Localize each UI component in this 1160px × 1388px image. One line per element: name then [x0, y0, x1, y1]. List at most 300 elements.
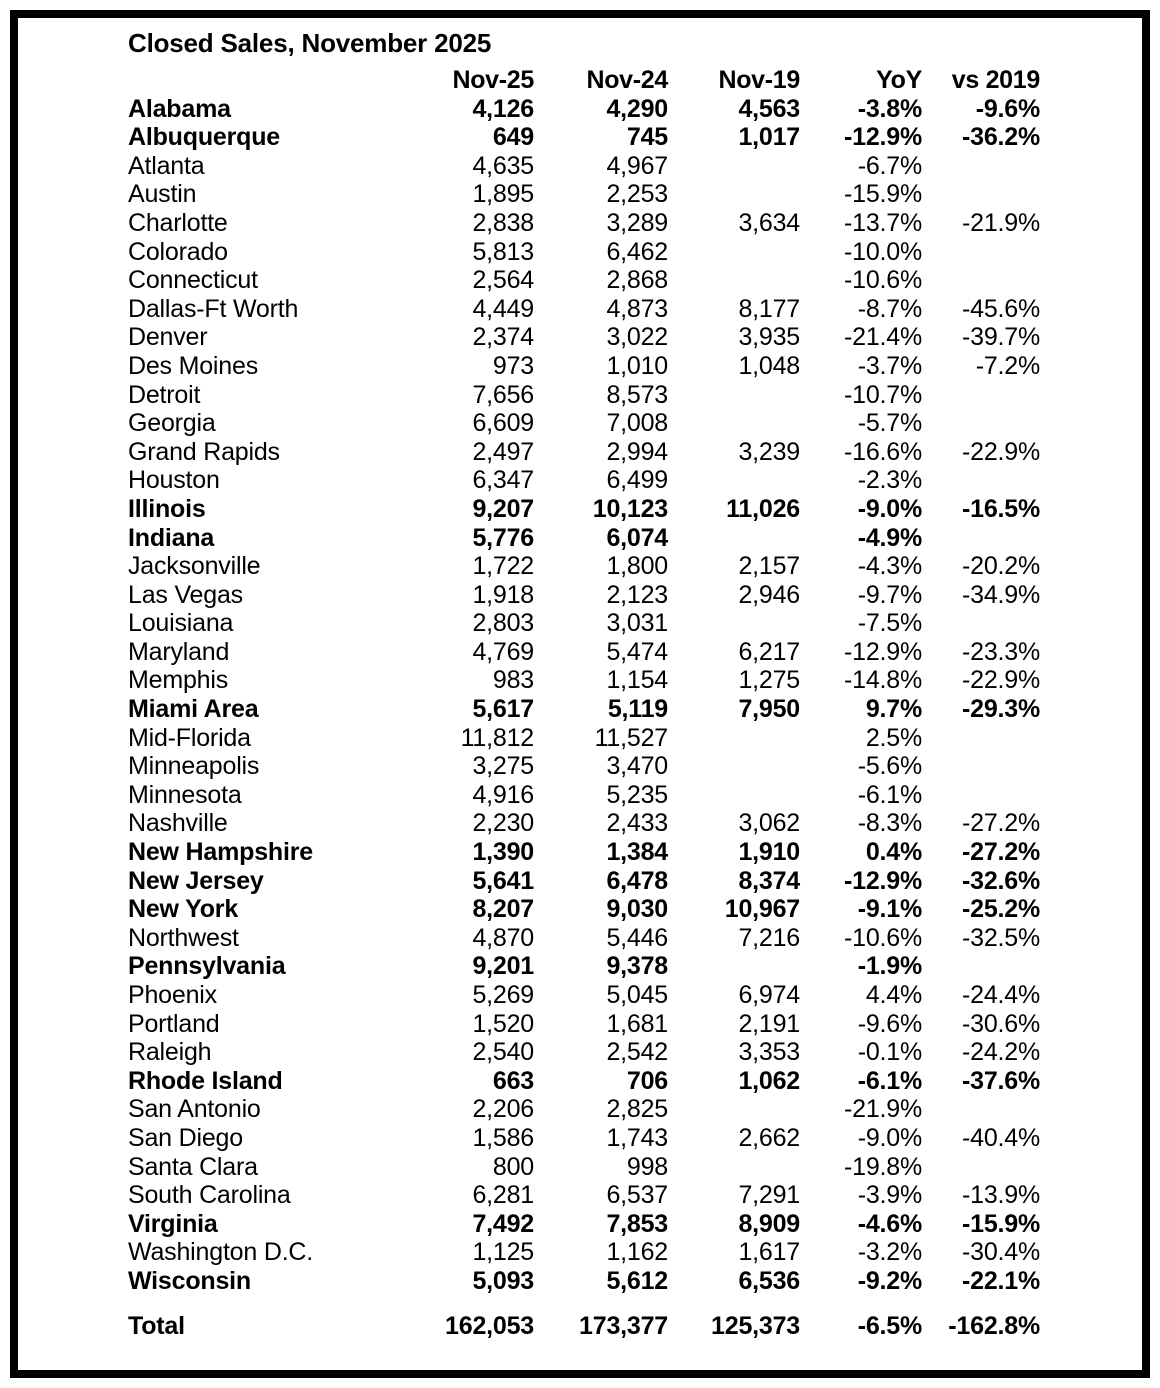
row-label: Houston — [128, 466, 220, 495]
cell-vs2019: -20.2% — [961, 552, 1040, 581]
cell-nov24: 7,008 — [606, 409, 668, 438]
table-row — [128, 638, 1040, 667]
row-label: Phoenix — [128, 981, 217, 1009]
table-row — [128, 1153, 1040, 1182]
cell-nov25: 4,870 — [472, 923, 534, 952]
cell-vs2019: -32.5% — [961, 923, 1040, 952]
cell-yoy: -12.9% — [843, 866, 922, 895]
cell-vs2019 — [922, 952, 1040, 981]
cell-nov24: 9,378 — [606, 952, 668, 981]
cell-vs2019 — [922, 1095, 1040, 1124]
cell-vs2019: -24.2% — [961, 1038, 1040, 1067]
table-row — [128, 209, 1040, 238]
table-row — [128, 352, 1040, 381]
row-label: Dallas-Ft Worth — [128, 294, 299, 323]
cell-yoy: -1.9% — [857, 952, 922, 981]
row-label: San Antonio — [128, 1095, 261, 1124]
cell-yoy: -19.8% — [843, 1152, 922, 1181]
cell-nov19: 1,048 — [738, 351, 800, 380]
cell-vs2019: -27.2% — [961, 838, 1040, 867]
spacer-cell — [400, 1296, 534, 1312]
table-row — [128, 409, 1040, 438]
cell-nov19 — [668, 752, 800, 781]
cell-nov25: 800 — [492, 1152, 534, 1181]
cell-nov24: 6,537 — [606, 1181, 668, 1210]
cell-nov19: 1,910 — [738, 838, 800, 867]
table-row — [128, 724, 1040, 753]
cell-nov25: 2,374 — [472, 323, 534, 352]
row-label: New Jersey — [128, 866, 264, 895]
column-header-market — [128, 66, 400, 95]
cell-nov19 — [668, 724, 800, 753]
cell-yoy: -15.9% — [843, 180, 922, 209]
cell-nov24: 5,119 — [607, 695, 668, 724]
cell-yoy: -14.8% — [843, 666, 922, 695]
table-row — [128, 266, 1040, 295]
table-row — [128, 1267, 1040, 1296]
row-label: Minnesota — [128, 780, 242, 809]
cell-nov24: 5,474 — [606, 637, 668, 666]
table-row — [128, 1067, 1040, 1096]
cell-yoy: -5.6% — [857, 752, 922, 781]
total-row — [128, 1312, 1040, 1341]
table-body — [128, 95, 1040, 1341]
cell-yoy: -6.7% — [857, 151, 922, 180]
row-label: Virginia — [128, 1209, 218, 1238]
cell-vs2019 — [922, 524, 1040, 553]
total-cell-yoy: -6.5% — [857, 1311, 922, 1340]
cell-nov24: 2,994 — [606, 437, 668, 466]
cell-nov19: 6,974 — [738, 981, 800, 1009]
column-header-yoy: YoY — [876, 66, 922, 94]
cell-nov25: 1,918 — [472, 580, 534, 609]
cell-nov19 — [668, 466, 800, 495]
cell-nov19 — [668, 952, 800, 981]
cell-nov19 — [668, 781, 800, 810]
cell-nov25: 3,275 — [472, 752, 534, 781]
cell-vs2019 — [922, 609, 1040, 638]
row-label: Rhode Island — [128, 1066, 283, 1095]
table-row — [128, 809, 1040, 838]
cell-nov24: 2,253 — [606, 180, 668, 209]
table-row — [128, 781, 1040, 810]
cell-nov19: 1,062 — [738, 1066, 800, 1095]
table-row — [128, 1124, 1040, 1153]
table-head — [128, 66, 1040, 95]
total-cell-nov19: 125,373 — [711, 1311, 800, 1340]
cell-nov25: 649 — [492, 123, 534, 152]
cell-nov19: 8,909 — [738, 1209, 800, 1238]
cell-nov24: 1,384 — [606, 838, 668, 867]
cell-nov25: 6,281 — [472, 1181, 534, 1210]
cell-nov24: 1,154 — [606, 666, 668, 695]
cell-vs2019: -23.3% — [961, 637, 1040, 666]
cell-nov19: 3,062 — [738, 809, 800, 838]
cell-nov25: 4,769 — [472, 637, 534, 666]
cell-nov25: 973 — [492, 351, 534, 380]
cell-yoy: -3.8% — [857, 94, 922, 123]
cell-nov19 — [668, 1153, 800, 1182]
cell-nov24: 3,289 — [606, 208, 668, 237]
cell-nov24: 1,743 — [606, 1123, 668, 1152]
cell-yoy: -9.2% — [857, 1266, 922, 1295]
cell-nov19 — [668, 1095, 800, 1124]
cell-yoy: -6.1% — [857, 780, 922, 809]
cell-yoy: -4.9% — [857, 523, 922, 552]
cell-yoy: -9.6% — [857, 1009, 922, 1038]
cell-nov24: 1,681 — [606, 1009, 668, 1038]
row-label: Georgia — [128, 409, 216, 438]
row-label: Mid-Florida — [128, 723, 251, 752]
row-label: Alabama — [128, 94, 231, 123]
cell-nov19: 11,026 — [726, 494, 800, 523]
cell-nov24: 11,527 — [594, 723, 668, 752]
cell-yoy: -3.9% — [857, 1181, 922, 1210]
table-row — [128, 1210, 1040, 1239]
table-inner — [18, 18, 1142, 1370]
row-label: Des Moines — [128, 351, 258, 380]
cell-yoy: 0.4% — [865, 838, 922, 867]
table-row — [128, 1010, 1040, 1039]
cell-nov19: 2,157 — [738, 552, 800, 581]
row-label: Jacksonville — [128, 552, 261, 581]
row-label: Washington D.C. — [128, 1238, 314, 1267]
cell-nov24: 2,123 — [606, 580, 668, 609]
cell-vs2019: -34.9% — [961, 580, 1040, 609]
cell-nov25: 1,586 — [472, 1123, 534, 1152]
cell-vs2019 — [922, 752, 1040, 781]
cell-vs2019: -29.3% — [961, 695, 1040, 724]
spacer-cell — [128, 1296, 400, 1312]
cell-nov19 — [668, 524, 800, 553]
cell-nov19 — [668, 152, 800, 181]
cell-nov24: 1,162 — [606, 1238, 668, 1267]
table-row — [128, 695, 1040, 724]
row-label: Indiana — [128, 523, 215, 552]
cell-nov24: 5,045 — [606, 981, 668, 1009]
total-spacer — [128, 1296, 1040, 1312]
row-label: Minneapolis — [128, 752, 260, 781]
cell-nov24: 8,573 — [606, 380, 668, 409]
spacer-cell — [534, 1296, 668, 1312]
row-label: Denver — [128, 323, 208, 352]
row-label: Northwest — [128, 923, 239, 952]
row-label: Austin — [128, 180, 197, 209]
cell-yoy: -21.4% — [843, 323, 922, 352]
table-row — [128, 238, 1040, 267]
table-row — [128, 524, 1040, 553]
cell-nov25: 5,641 — [472, 866, 534, 895]
cell-yoy: -21.9% — [843, 1095, 922, 1124]
row-label: San Diego — [128, 1123, 243, 1152]
table-row — [128, 152, 1040, 181]
cell-yoy: -9.7% — [857, 580, 922, 609]
cell-vs2019 — [922, 466, 1040, 495]
cell-nov25: 1,390 — [472, 838, 534, 867]
cell-nov24: 5,612 — [606, 1266, 668, 1295]
cell-nov25: 9,207 — [472, 494, 534, 523]
table-row — [128, 609, 1040, 638]
row-label: Charlotte — [128, 208, 228, 237]
cell-vs2019 — [922, 266, 1040, 295]
cell-nov25: 5,776 — [472, 523, 534, 552]
table-row — [128, 295, 1040, 324]
cell-nov19: 1,617 — [738, 1238, 800, 1267]
cell-nov24: 1,010 — [606, 351, 668, 380]
cell-yoy: -6.1% — [857, 1066, 922, 1095]
column-header-nov24: Nov-24 — [586, 66, 668, 94]
cell-nov25: 6,347 — [472, 466, 534, 495]
cell-nov25: 2,838 — [472, 208, 534, 237]
cell-nov25: 7,656 — [472, 380, 534, 409]
table-row — [128, 867, 1040, 896]
cell-nov19: 7,950 — [738, 695, 800, 724]
row-label: Miami Area — [128, 695, 259, 724]
cell-yoy: -7.5% — [857, 609, 922, 638]
row-label: Maryland — [128, 637, 230, 666]
cell-nov24: 6,499 — [606, 466, 668, 495]
row-label: Atlanta — [128, 151, 205, 180]
cell-nov24: 998 — [626, 1152, 668, 1181]
cell-nov24: 706 — [626, 1066, 668, 1095]
cell-nov19 — [668, 180, 800, 209]
cell-nov19 — [668, 381, 800, 410]
table-row — [128, 666, 1040, 695]
cell-yoy: -8.3% — [857, 809, 922, 838]
spacer-cell — [668, 1296, 800, 1312]
cell-nov24: 2,825 — [606, 1095, 668, 1124]
table-row — [128, 1238, 1040, 1267]
row-label: Colorado — [128, 237, 228, 266]
row-label: Las Vegas — [128, 580, 243, 609]
cell-nov19: 7,291 — [738, 1181, 800, 1210]
table-frame — [10, 10, 1150, 1378]
cell-nov24: 2,868 — [606, 266, 668, 295]
table-row — [128, 95, 1040, 124]
cell-nov19 — [668, 409, 800, 438]
row-label: Santa Clara — [128, 1152, 258, 1181]
cell-yoy: -9.1% — [857, 895, 922, 924]
table-row — [128, 952, 1040, 981]
table-row — [128, 1038, 1040, 1067]
table-row — [128, 895, 1040, 924]
cell-yoy: -10.6% — [843, 923, 922, 952]
cell-vs2019: -39.7% — [961, 323, 1040, 352]
page-title: Closed Sales, November 2025 — [128, 28, 492, 58]
cell-nov25: 2,206 — [472, 1095, 534, 1124]
cell-nov24: 5,446 — [606, 923, 668, 952]
cell-vs2019: -13.9% — [961, 1181, 1040, 1210]
cell-yoy: -5.7% — [857, 409, 922, 438]
cell-nov25: 2,564 — [472, 266, 534, 295]
cell-nov25: 4,126 — [472, 94, 534, 123]
table-row — [128, 581, 1040, 610]
table-header-row — [128, 66, 1040, 95]
cell-nov25: 2,540 — [472, 1038, 534, 1067]
total-label: Total — [128, 1311, 185, 1340]
cell-yoy: -2.3% — [857, 466, 922, 495]
table-row — [128, 1095, 1040, 1124]
cell-yoy: -9.0% — [857, 1123, 922, 1152]
cell-nov25: 9,201 — [472, 952, 534, 981]
cell-nov25: 4,916 — [472, 780, 534, 809]
cell-nov25: 6,609 — [472, 409, 534, 438]
cell-nov24: 6,462 — [606, 237, 668, 266]
cell-nov24: 3,031 — [606, 609, 668, 638]
cell-vs2019: -7.2% — [975, 351, 1040, 380]
cell-yoy: -9.0% — [857, 494, 922, 523]
column-header-nov25: Nov-25 — [452, 66, 534, 94]
table-row — [128, 438, 1040, 467]
total-cell-nov24: 173,377 — [579, 1311, 668, 1340]
row-label: Portland — [128, 1009, 220, 1038]
cell-nov25: 663 — [492, 1066, 534, 1095]
cell-nov25: 5,617 — [472, 695, 534, 724]
row-label: Connecticut — [128, 266, 258, 295]
cell-vs2019: -21.9% — [961, 208, 1040, 237]
cell-vs2019: -24.4% — [961, 981, 1040, 1009]
cell-vs2019: -22.1% — [961, 1266, 1040, 1295]
cell-vs2019: -45.6% — [961, 294, 1040, 323]
cell-nov19: 8,374 — [738, 866, 800, 895]
cell-nov19: 7,216 — [738, 923, 800, 952]
cell-vs2019: -40.4% — [961, 1123, 1040, 1152]
cell-yoy: 9.7% — [865, 695, 922, 724]
cell-nov19: 3,935 — [738, 323, 800, 352]
cell-nov25: 983 — [492, 666, 534, 695]
row-label: Grand Rapids — [128, 437, 280, 466]
table-row — [128, 123, 1040, 152]
cell-yoy: -8.7% — [857, 294, 922, 323]
cell-nov19: 2,191 — [738, 1009, 800, 1038]
cell-yoy: -12.9% — [843, 123, 922, 152]
cell-nov19: 6,536 — [738, 1266, 800, 1295]
cell-nov24: 1,800 — [606, 552, 668, 581]
spacer-cell — [922, 1296, 1040, 1312]
cell-nov19: 2,946 — [738, 580, 800, 609]
closed-sales-table — [128, 66, 1040, 1340]
row-label: Wisconsin — [128, 1266, 251, 1295]
cell-vs2019: -9.6% — [975, 94, 1040, 123]
cell-nov25: 1,722 — [472, 552, 534, 581]
cell-nov24: 9,030 — [606, 895, 668, 924]
cell-vs2019: -32.6% — [961, 866, 1040, 895]
cell-nov24: 2,433 — [606, 809, 668, 838]
cell-nov24: 2,542 — [606, 1038, 668, 1067]
cell-nov25: 5,813 — [472, 237, 534, 266]
cell-yoy: -3.7% — [857, 351, 922, 380]
cell-vs2019 — [922, 409, 1040, 438]
cell-vs2019 — [922, 152, 1040, 181]
cell-nov19: 10,967 — [724, 895, 800, 924]
cell-yoy: 4.4% — [865, 981, 922, 1009]
column-header-vs2019: vs 2019 — [951, 66, 1040, 94]
cell-nov25: 8,207 — [472, 895, 534, 924]
table-row — [128, 323, 1040, 352]
table-row — [128, 381, 1040, 410]
cell-nov25: 1,520 — [472, 1009, 534, 1038]
cell-yoy: -0.1% — [857, 1038, 922, 1067]
cell-nov25: 7,492 — [472, 1209, 534, 1238]
cell-nov19: 3,239 — [738, 437, 800, 466]
cell-nov25: 2,230 — [472, 809, 534, 838]
cell-nov19: 4,563 — [738, 94, 800, 123]
cell-nov19: 3,634 — [738, 208, 800, 237]
cell-yoy: -16.6% — [843, 437, 922, 466]
cell-nov25: 5,269 — [472, 981, 534, 1009]
cell-yoy: -4.6% — [857, 1209, 922, 1238]
cell-nov24: 6,074 — [606, 523, 668, 552]
cell-yoy: -13.7% — [843, 208, 922, 237]
cell-nov25: 4,449 — [472, 294, 534, 323]
row-label: Illinois — [128, 494, 206, 523]
cell-vs2019: -16.5% — [961, 494, 1040, 523]
cell-yoy: -4.3% — [857, 552, 922, 581]
total-cell-vs2019: -162.8% — [948, 1311, 1040, 1340]
row-label: Detroit — [128, 380, 201, 409]
cell-vs2019: -15.9% — [961, 1209, 1040, 1238]
cell-nov24: 7,853 — [606, 1209, 668, 1238]
row-label: Pennsylvania — [128, 952, 286, 981]
cell-nov25: 5,093 — [472, 1266, 534, 1295]
cell-nov25: 1,125 — [472, 1238, 534, 1267]
row-label: Nashville — [128, 809, 228, 838]
cell-vs2019 — [922, 1153, 1040, 1182]
row-label: South Carolina — [128, 1181, 291, 1210]
row-label: Louisiana — [128, 609, 234, 638]
cell-nov19: 6,217 — [738, 637, 800, 666]
cell-nov25: 2,497 — [472, 437, 534, 466]
cell-vs2019: -37.6% — [961, 1066, 1040, 1095]
cell-nov25: 4,635 — [472, 151, 534, 180]
cell-nov24: 3,470 — [606, 752, 668, 781]
cell-nov24: 10,123 — [592, 494, 668, 523]
cell-vs2019 — [922, 238, 1040, 267]
row-label: Raleigh — [128, 1038, 212, 1067]
cell-yoy: -12.9% — [843, 637, 922, 666]
cell-nov25: 11,812 — [460, 723, 534, 752]
cell-vs2019: -25.2% — [961, 895, 1040, 924]
cell-vs2019 — [922, 781, 1040, 810]
total-cell-nov25: 162,053 — [445, 1311, 534, 1340]
cell-nov19: 3,353 — [738, 1038, 800, 1067]
cell-vs2019 — [922, 381, 1040, 410]
cell-yoy: -10.0% — [843, 237, 922, 266]
table-row — [128, 924, 1040, 953]
spacer-cell — [800, 1296, 922, 1312]
table-row — [128, 838, 1040, 867]
cell-yoy: -3.2% — [857, 1238, 922, 1267]
cell-nov24: 745 — [626, 123, 668, 152]
cell-nov19 — [668, 266, 800, 295]
cell-vs2019: -30.4% — [961, 1238, 1040, 1267]
cell-nov24: 6,478 — [606, 866, 668, 895]
cell-yoy: 2.5% — [865, 723, 922, 752]
cell-nov19: 1,017 — [738, 123, 800, 152]
cell-nov25: 2,803 — [472, 609, 534, 638]
cell-yoy: -10.7% — [843, 380, 922, 409]
cell-vs2019: -27.2% — [961, 809, 1040, 838]
table-row — [128, 552, 1040, 581]
row-label: New York — [128, 895, 239, 924]
cell-nov24: 4,290 — [606, 94, 668, 123]
cell-nov19: 2,662 — [738, 1123, 800, 1152]
cell-yoy: -10.6% — [843, 266, 922, 295]
table-row — [128, 180, 1040, 209]
cell-nov24: 4,873 — [606, 294, 668, 323]
cell-nov24: 4,967 — [606, 151, 668, 180]
cell-vs2019: -22.9% — [961, 437, 1040, 466]
